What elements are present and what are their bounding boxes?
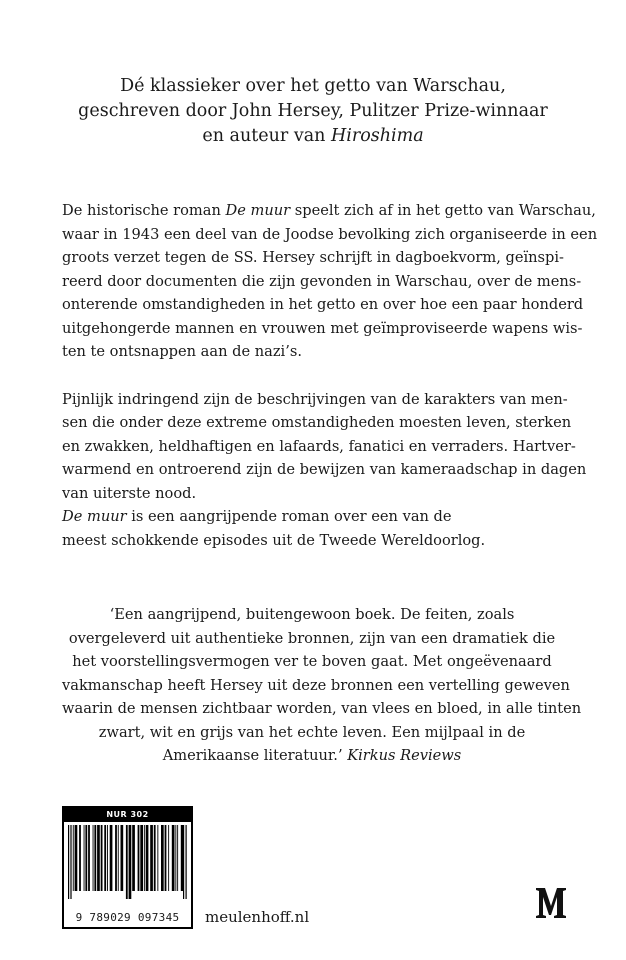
blurb-text: is een aangrijpende roman over een van de bbox=[126, 508, 452, 525]
barcode-bar bbox=[110, 825, 113, 891]
blurb-line: meest schokkende episodes uit de Tweede Wereldoorlog. bbox=[62, 531, 486, 549]
barcode-bar bbox=[138, 825, 140, 891]
quote-line bbox=[62, 744, 562, 768]
blurb-paragraph-1 bbox=[62, 199, 598, 364]
barcode-bar bbox=[177, 825, 178, 891]
tagline-book-title: Hiroshima bbox=[331, 126, 424, 146]
isbn-number: 9 789029 097345 bbox=[75, 911, 180, 924]
barcode-bar bbox=[75, 825, 78, 891]
barcode-bar bbox=[104, 825, 106, 891]
blurb-line bbox=[62, 505, 572, 529]
publisher-logo bbox=[534, 886, 568, 920]
tagline-text: en auteur van bbox=[202, 126, 331, 146]
tagline-line bbox=[60, 124, 566, 149]
barcode-bar bbox=[157, 825, 158, 891]
barcode-bar bbox=[73, 825, 74, 891]
blurb-text: De historische roman bbox=[62, 202, 226, 219]
barcode-bar bbox=[79, 825, 81, 891]
barcode-bars bbox=[68, 825, 187, 899]
barcode-bar bbox=[161, 825, 164, 891]
barcode-bar bbox=[129, 825, 132, 899]
blurb-line: uitgehongerde mannen en vrouwen met geïmproviseerde wapens wis- bbox=[62, 319, 583, 337]
blurb-paragraph-2 bbox=[62, 388, 587, 553]
blurb bbox=[62, 199, 598, 552]
barcode-bar bbox=[118, 825, 119, 891]
review-quote bbox=[62, 603, 582, 768]
blurb-line: warmend en ontroerend zijn de bewijzen van kameraadschap in dagen bbox=[62, 461, 587, 478]
quote-line: zwart, wit en grijs van het echte leven. Een mijlpaal in de bbox=[98, 723, 526, 741]
barcode-bar bbox=[126, 825, 128, 899]
barcode-bar bbox=[115, 825, 117, 891]
quote-line: vakmanschap heeft Hersey uit deze bronnen een vertelling geweven bbox=[62, 676, 570, 694]
barcode-bar bbox=[172, 825, 175, 891]
barcode-bar bbox=[121, 825, 124, 891]
tagline-line: geschreven door John Hersey, Pulitzer Prize-winnaar bbox=[78, 101, 548, 121]
barcode-bar bbox=[132, 825, 135, 891]
barcode-bar bbox=[84, 825, 85, 891]
blurb-line: onterende omstandigheden in het getto en over hoe een paar honderd bbox=[62, 296, 584, 313]
barcode-bar bbox=[97, 825, 100, 891]
publisher-url: meulenhoff.nl bbox=[205, 908, 310, 926]
barcode-bar bbox=[144, 825, 145, 891]
barcode-bar bbox=[154, 825, 156, 891]
barcode-bar bbox=[168, 825, 169, 891]
book-title: De muur bbox=[62, 508, 127, 525]
barcode-bar bbox=[101, 825, 103, 891]
barcode-bar bbox=[175, 825, 176, 891]
blurb-line: reerd door documenten die zijn gevonden in Warschau, over de mens- bbox=[62, 272, 582, 290]
barcode-bar bbox=[107, 825, 108, 891]
barcode-bar bbox=[70, 825, 71, 899]
barcode-bar bbox=[88, 825, 90, 891]
blurb-text: speelt zich af in het getto van Warschau, bbox=[290, 202, 596, 219]
barcode-bar bbox=[68, 825, 69, 899]
blurb-line: groots verzet tegen de SS. Hersey schrijft in dagboekvorm, geïnspi- bbox=[62, 249, 564, 266]
blurb-line: ten te ontsnappen aan de nazi’s. bbox=[62, 343, 302, 360]
tagline-line: Dé klassieker over het getto van Warschau, bbox=[120, 76, 506, 96]
blurb-line: Pijnlijk indringend zijn de beschrijvingen van de karakters van men- bbox=[62, 390, 568, 408]
barcode-bar bbox=[85, 825, 87, 891]
quote-line: ‘Een aangrijpend, buitengewoon boek. De feiten, zoals bbox=[109, 606, 515, 623]
tagline bbox=[60, 74, 566, 149]
barcode-bar bbox=[186, 825, 187, 899]
barcode-bar bbox=[146, 825, 149, 891]
barcode-bar bbox=[183, 825, 184, 899]
blurb-line: en zwakken, heldhaftigen en lafaards, fanatici en verraders. Hartver- bbox=[62, 437, 576, 455]
blurb-line: van uiterste nood. bbox=[62, 484, 197, 502]
barcode-bar bbox=[140, 825, 143, 891]
quote-line: overgeleverd uit authentieke bronnen, zijn van een dramatiek die bbox=[68, 629, 556, 647]
barcode-bar bbox=[165, 825, 167, 891]
barcode-bar bbox=[94, 825, 96, 891]
barcode-bar bbox=[93, 825, 94, 891]
blurb-line bbox=[62, 199, 596, 223]
quote-line: het voorstellingsvermogen ver te boven gaat. Met ongeëvenaard bbox=[72, 653, 552, 670]
blurb-line: sen die onder deze extreme omstandigheden moesten leven, sterken bbox=[62, 414, 572, 431]
blurb-line: waar in 1943 een deel van de Joodse bevolking zich organiseerde in een bbox=[62, 225, 598, 243]
quote-text: Amerikaanse literatuur.’ bbox=[162, 747, 348, 764]
book-title: De muur bbox=[225, 202, 291, 219]
barcode-label bbox=[62, 806, 193, 929]
quote-source: Kirkus Reviews bbox=[347, 747, 462, 764]
nur-code: NUR 302 bbox=[64, 808, 191, 822]
quote-line: waarin de mensen zichtbaar worden, van vlees en bloed, in alle tinten bbox=[62, 700, 582, 717]
barcode-bar bbox=[150, 825, 153, 891]
